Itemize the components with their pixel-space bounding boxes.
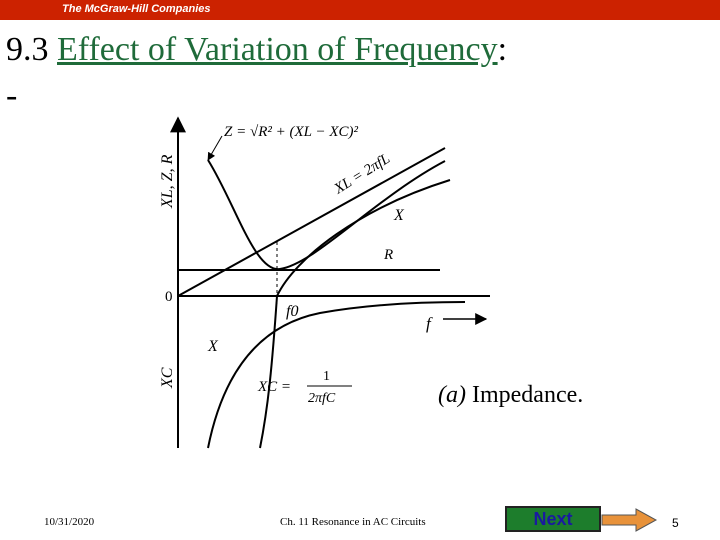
x-upper-label: X: [394, 207, 404, 224]
title-suffix: :: [497, 31, 508, 68]
title-number: 9.3: [6, 31, 57, 68]
next-arrow-icon[interactable]: [600, 508, 658, 532]
xc-formula-denominator: 2πfC: [308, 391, 336, 406]
f0-label: f0: [286, 303, 299, 320]
x-axis-label: f: [426, 314, 431, 333]
xl-line: [178, 148, 445, 296]
publisher-logo: The McGraw-Hill Companies: [62, 3, 211, 15]
y-axis-top-label: XL, Z, R: [159, 154, 176, 208]
title-link[interactable]: Effect of Variation of Frequency: [57, 31, 498, 68]
xc-formula-left: XC =: [258, 379, 292, 395]
r-label: R: [384, 247, 394, 263]
figure-caption: [438, 382, 583, 409]
slide-title: [6, 30, 507, 70]
footer-date: 10/31/2020: [44, 516, 95, 528]
z-pointer: [208, 136, 222, 160]
x-lower-label: X: [208, 338, 218, 355]
y-axis-bottom-label: XC: [159, 367, 176, 388]
xl-formula: XL = 2πfL: [331, 150, 394, 198]
page-number: 5: [672, 516, 679, 530]
caption-part: (a): [438, 382, 466, 408]
header-banner: [0, 0, 720, 20]
caption-text: Impedance.: [465, 382, 584, 408]
next-button[interactable]: Next: [505, 506, 601, 532]
footer-course: Ch. 11 Resonance in AC Circuits: [280, 516, 426, 528]
z-formula: Z = √R² + (XL − XC)²: [224, 124, 358, 140]
xc-formula-numerator: 1: [323, 369, 330, 384]
origin-label: 0: [165, 289, 173, 305]
title-dash: -: [6, 77, 18, 114]
